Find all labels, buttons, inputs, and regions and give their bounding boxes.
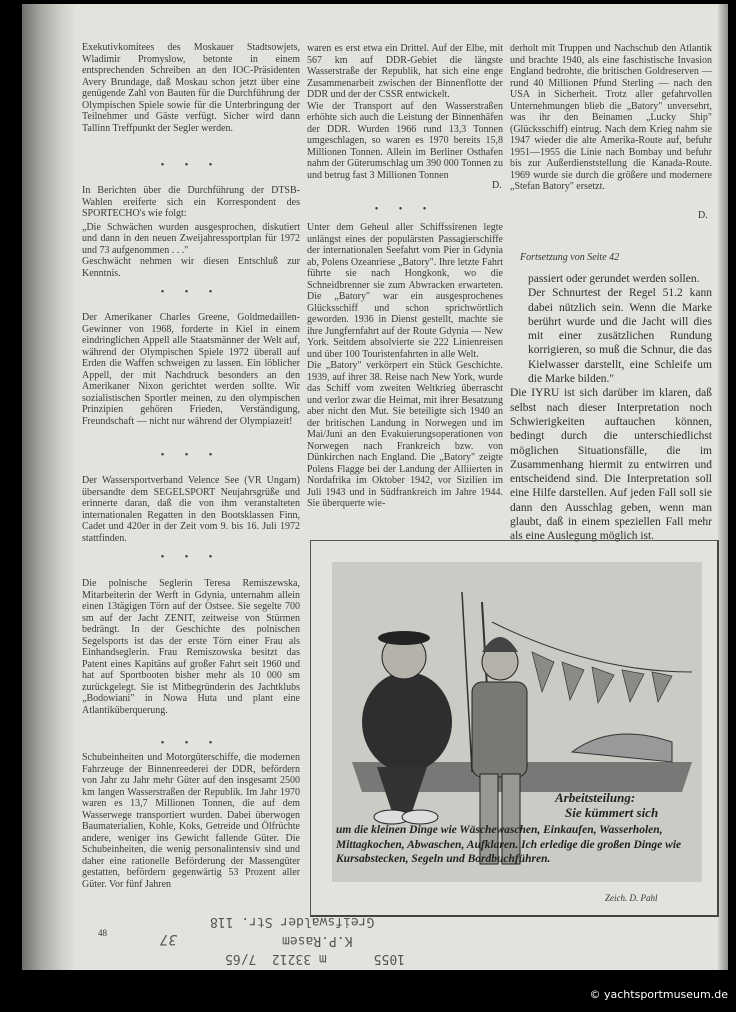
- article-batory-cont: derholt mit Truppen und Nachschub den Atlantik und brachte 1940, als eine faschistische Invasion England bedrohte, die britischen Goldreserven — rund 40 Millionen Pfund Sterling — nach den USA in Sicherheit. Trotz aller gefahrvollen Unternehmungen blieb die „Batory" unversehrt, was ihr den Beinamen „Lucky Ship" (Glücksschiff) eintrug. Nach dem Krieg nahm sie 1947 wieder die alte Amerika-Route auf, befuhr 1951—1955 die Linie nach Bombay und befuhr bis zur Außerdienststellung die Kanada-Route. 1969 wurde sie durch die größere und modernere „Stefan Batory" ersetzt.: [510, 43, 712, 192]
- article-iyru: passiert oder gerundet werden sollen. Der Schnurtest der Regel 51.2 kann dabei nützlich sein. Wenn die Marke berührt wurde und die Jacht will dies mit einer zusätzlichen Rundung korrigieren, so muß die Schnur, die das Kielwasser darstellt, eine Schleife um die Marke bilden." Die IYRU ist sich darüber im klaren, daß selbst nach dieser Interpretation noch Schwierigkeiten auftauchen können, bedingt durch die unterschiedlichst möglichen Situationsfälle, die im Zusammenhang hiermit zu entwirren und entscheidend sind. Die Interpretation soll eine Hilfe darstellen. Auf jeden Fall soll sie dann den Ausschlag geben, wenn man glaubt, daß in einem speziellen Fall mehr als eine Auslegung möglich ist.: [510, 273, 712, 543]
- author-initial: D.: [698, 210, 708, 221]
- page-edge: [718, 4, 728, 970]
- separator: • • •: [160, 738, 222, 749]
- book-spine-shadow: [22, 4, 77, 970]
- watermark: © yachtsportmuseum.de: [589, 988, 728, 1001]
- article-schubeinheiten: Schubeinheiten und Motorgüterschiffe, die modernen Fahrzeuge der Binnenreederei der DDR, befördern von Jahr zu Jahr mehr Güter auf den insgesamt 2500 km langen Wasserstraßen der Republik. Im Jahr 1970 waren es 13,7 Millionen Tonnen, die auf dem Wasserwege transportiert wurden. Dabei überwogen Baumaterialien, Kohle, Koks, Getreide und Ölfrüchte andere, weniger ins Gewicht fallende Güter. Die Schubeinheiten, die wenig personalintensiv sind und daher eine rationelle Beförderung der Massengüter gestatten, befördern gegenwärtig 53 Prozent aller Güter. Vor fünf Jahren: [82, 752, 300, 890]
- page-number: 48: [98, 928, 107, 938]
- address-stamp-name: K.P.Rasem: [282, 933, 353, 948]
- separator: • • •: [160, 450, 222, 461]
- separator: • • •: [160, 287, 222, 298]
- address-stamp-street: Greifswalder Str. 118: [210, 914, 375, 929]
- article-velence: Der Wassersportverband Velence See (VR Ungarn) übersandte dem SEGELSPORT Neujahrsgrüße und erinnerte daran, daß die von ihm veranstalteten internationalen Regatten in den Bootsklassen Finn, Cadet und 420er in der Zeit vom 9. bis 16. Juli 1972 stattfinden.: [82, 475, 300, 544]
- article-greene: Der Amerikaner Charles Greene, Goldmedaillen-Gewinner von 1968, forderte in Kiel in einem eindringlichen Appell alle Staatsmänner der Welt auf, während der Olympischen Spiele 1972 überall auf Erden die Waffen schweigen zu lassen. Ein löblicher Appell, der mit Nachdruck besonders an den Amerikaner Nixon gerichtet werden sollte. Wir sozialistischen Sportler meinen, zu den olympischen Prinzipien gehören Frieden, Verständigung, Freundschaft — nicht nur während der Olympiazeit!: [82, 312, 300, 427]
- cartoon-caption: um die kleinen Dinge wie Wäschewaschen, Einkaufen, Wasserholen, Mittagkochen, Abwaschen, Aufklaren. Ich erledige die großen Dinge wie Kursabstecken, Segeln und Bordbuchführen.: [336, 824, 682, 865]
- continued-from: Fortsetzung von Seite 42: [520, 252, 620, 263]
- article-remiszewska: Die polnische Seglerin Teresa Remiszewska, Mitarbeiterin der Werft in Gdynia, unternahm allein einen 13tägigen Törn auf der Ostsee. Sie segelte 700 sm auf der Jacht ZENIT, zeitweise von Stürmen bedrängt. In der Geschichte des polnischen Segelsports ist das der erste Törn einer Frau als Einhandseglerin. Frau Remiszowska besitzt das Patent eines Kapitäns auf großer Fahrt seit 1960 und hat auf Sportbooten bisher mehr als 10 000 sm zurückgelegt. Sie ist Mitbegründerin des Jachtklubs „Bodowiani" in Nowa Huta und plant eine Atlantiküberquerung.: [82, 578, 300, 716]
- article-binnen-cont: waren es erst etwa ein Drittel. Auf der Elbe, mit 567 km auf DDR-Gebiet die längste Wasserstraße der Republik, hat sich eine enge Zusammenarbeit zwischen der Binnenflotte der DDR und der der CSSR entwickelt. Wie der Transport auf den Wasserstraßen erhöhte sich auch die Leistung der Binnenhäfen der DDR. Wurden 1966 rund 13,3 Tonnen umgeschlagen, so waren es 1970 bereits 15,8 Millionen Tonnen. Allein im Berliner Osthafen nahm der Güterumschlag um 390 000 Tonnen zu und betrug fast 3 Millionen Tonnen: [307, 43, 503, 181]
- article-dtsb: In Berichten über die Durchführung der DTSB-Wahlen ereiferte sich ein Korrespondent des SPORTECHO's wie folgt: „Die Schwächen wurden ausgesprochen, diskutiert und dann in den neuen Zweijahressportplan für 1972 und 73 aufgenommen . . ." Geschwächt nehmen wir diesen Entschluß zur Kenntnis.: [82, 185, 300, 279]
- author-initial: D.: [492, 180, 502, 191]
- separator: • • •: [374, 204, 436, 215]
- cartoon-title: Arbeitsteilung: Sie kümmert sich: [555, 790, 659, 820]
- article-moscow: Exekutivkomitees des Moskauer Stadtsowjets, Wladimir Promyslow, betonte in einem entsprechenden Schreiben an den IOC-Präsidenten Avery Brundage, daß Moskau schon jetzt über eine genügende Zahl von Bauten für die Durchführung der Olympischen Spiele sowie für die Unterbringung der Teilnehmer und Gäste verfügt. Sicher wird dann Tallinn Treffpunkt der Segler werden.: [82, 42, 300, 134]
- separator: • • •: [160, 552, 222, 563]
- handwritten-number: 37: [160, 931, 177, 947]
- cartoon-credit: Zeich. D. Pahl: [605, 893, 658, 903]
- address-stamp-number: 1055 m 33212 7/65: [225, 951, 406, 966]
- article-batory: Unter dem Geheul aller Schiffssirenen legte unlängst eines der populärsten Passagierschiffe der internationalen Seefahrt vom Pier in Gdynia ab, Polens Ozeanriese „Batory". Ihre letzte Fahrt führte sie nach Hongkonk, wo die Schneidbrenner sie zum Abwracken erwarteten. Die „Batory" war ein ausgesprochenes Glücksschiff und schon sprichwörtlich geworden. 1936 in Dienst gestellt, machte sie ihre Jungfernfahrt auf der Route Gdynia — New York. Seitdem absolvierte sie 222 Linienreisen und über 100 Touristenfahrten in alle Welt. Die „Batory" verkörpert ein Stück Geschichte. 1939, auf ihrer 38. Reise nach New York, wurde das Schiff vom zweiten Weltkrieg überrascht und verlor zwar die Heimat, mit ihrer Besatzung aber nicht den Mut. Sie beteiligte sich 1940 an der britischen Landung in Norwegen und im Mai/Juni an den Evakuierungsoperationen von Norwegen nach Frankreich bzw. von Dünkirchen nach England. Die „Batory" zeigte Polens Flagge bei der Landung der Alliierten in Nordafrika im Oktober 1942, vor Sizilien im Juli 1943 und in Südfrankreich im Jahre 1944. Sie überquerte wie-: [307, 222, 503, 509]
- separator: • • •: [160, 160, 222, 171]
